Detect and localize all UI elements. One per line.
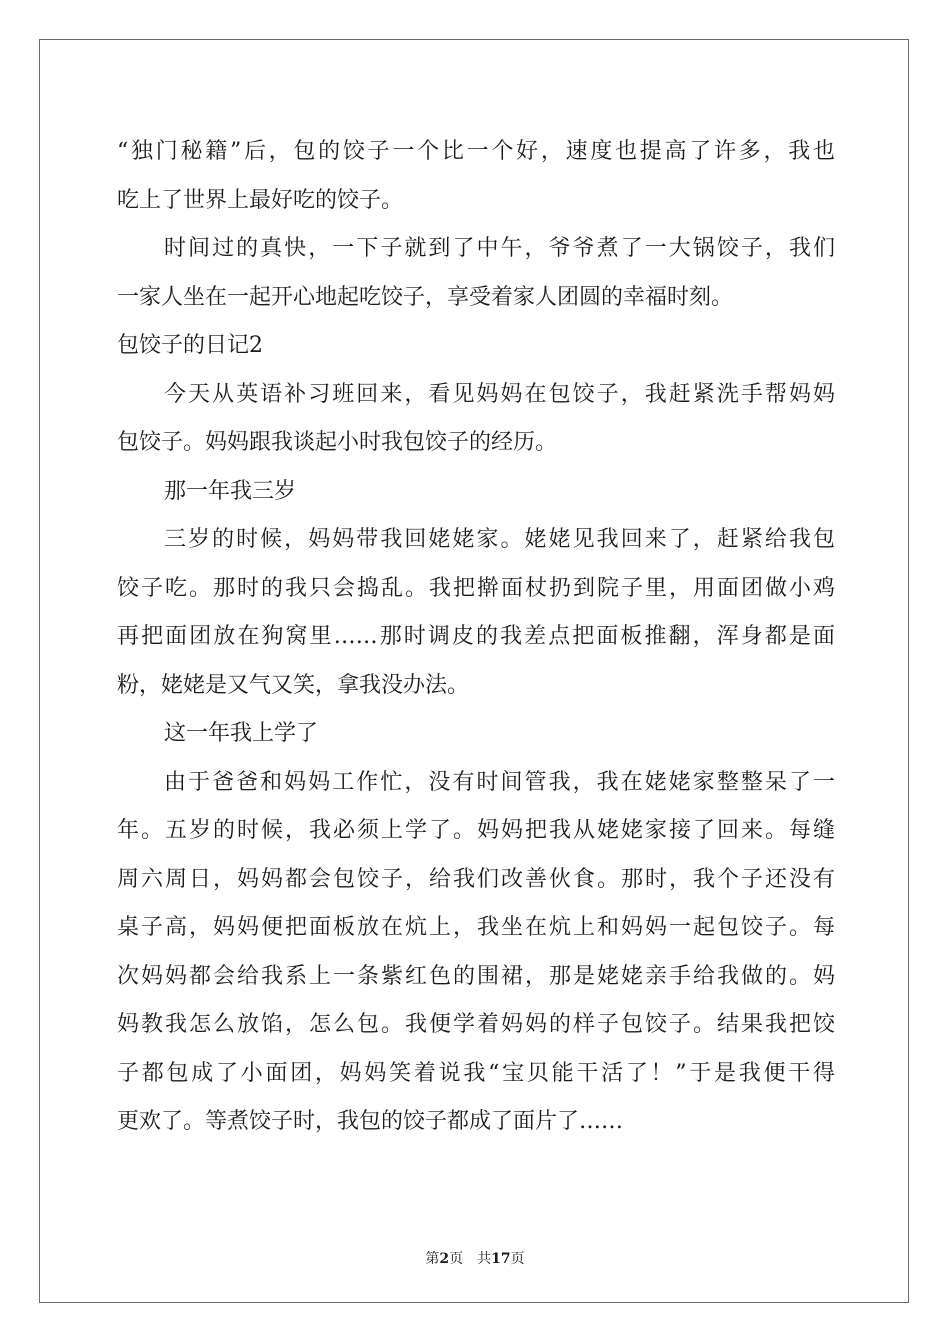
text-line: 包饺子。妈妈跟我谈起小时我包饺子的经历。 — [117, 430, 558, 455]
text-line: 粉，姥姥是又气又笑，拿我没办法。 — [117, 672, 470, 698]
text-line: 三岁的时候，妈妈带我回姥姥家。姥姥见我回来了，赶紧给我包 — [164, 527, 835, 552]
footer-page-suffix: 页 — [449, 1251, 464, 1267]
document-body — [117, 128, 835, 1147]
text-line: 吃上了世界上最好吃的饺子。 — [117, 187, 404, 213]
text-line: 再把面团放在狗窝里……那时调皮的我差点把面板推翻，浑身都是面 — [117, 624, 835, 649]
text-line: 由于爸爸和妈妈工作忙，没有时间管我，我在姥姥家整整呆了一 — [164, 769, 835, 795]
footer-total-pages: 17 — [491, 1251, 511, 1267]
text-line: 包饺子的日记2 — [117, 333, 263, 358]
text-line: 时间过的真快，一下子就到了中午，爷爷煮了一大锅饺子，我们 — [164, 236, 835, 261]
text-line: 桌子高，妈妈便把面板放在炕上，我坐在炕上和妈妈一起包饺子。每 — [117, 915, 835, 940]
text-line: 次妈妈都会给我系上一条紫红色的围裙，那是姥姥亲手给我做的。妈 — [117, 963, 835, 989]
text-line: “独门秘籍”后，包的饺子一个比一个好，速度也提高了许多，我也 — [117, 139, 835, 164]
text-line: 一家人坐在一起开心地起吃饺子，享受着家人团圆的幸福时刻。 — [117, 284, 734, 310]
footer-total-suffix: 页 — [510, 1251, 525, 1267]
text-line: 那一年我三岁 — [164, 478, 297, 504]
text-line: 年。五岁的时候，我必须上学了。妈妈把我从姥姥家接了回来。每缝 — [117, 818, 835, 843]
footer-page-number: 2 — [439, 1251, 450, 1267]
footer-total-prefix: 共 — [477, 1251, 492, 1267]
page-footer — [0, 1248, 950, 1268]
text-line: 子都包成了小面团，妈妈笑着说我“宝贝能干活了！”于是我便干得 — [117, 1060, 835, 1086]
text-line: 更欢了。等煮饺子时，我包的饺子都成了面片了…… — [117, 1109, 624, 1134]
footer-page-prefix: 第 — [425, 1251, 440, 1267]
text-line: 饺子吃。那时的我只会捣乱。我把擀面杖扔到院子里，用面团做小鸡 — [117, 575, 835, 601]
text-line: 周六周日，妈妈都会包饺子，给我们改善伙食。那时，我个子还没有 — [117, 866, 835, 892]
text-line: 妈教我怎么放馅，怎么包。我便学着妈妈的样子包饺子。结果我把饺 — [117, 1012, 835, 1037]
text-line: 今天从英语补习班回来，看见妈妈在包饺子，我赶紧洗手帮妈妈 — [164, 381, 835, 407]
text-line: 这一年我上学了 — [164, 721, 319, 746]
